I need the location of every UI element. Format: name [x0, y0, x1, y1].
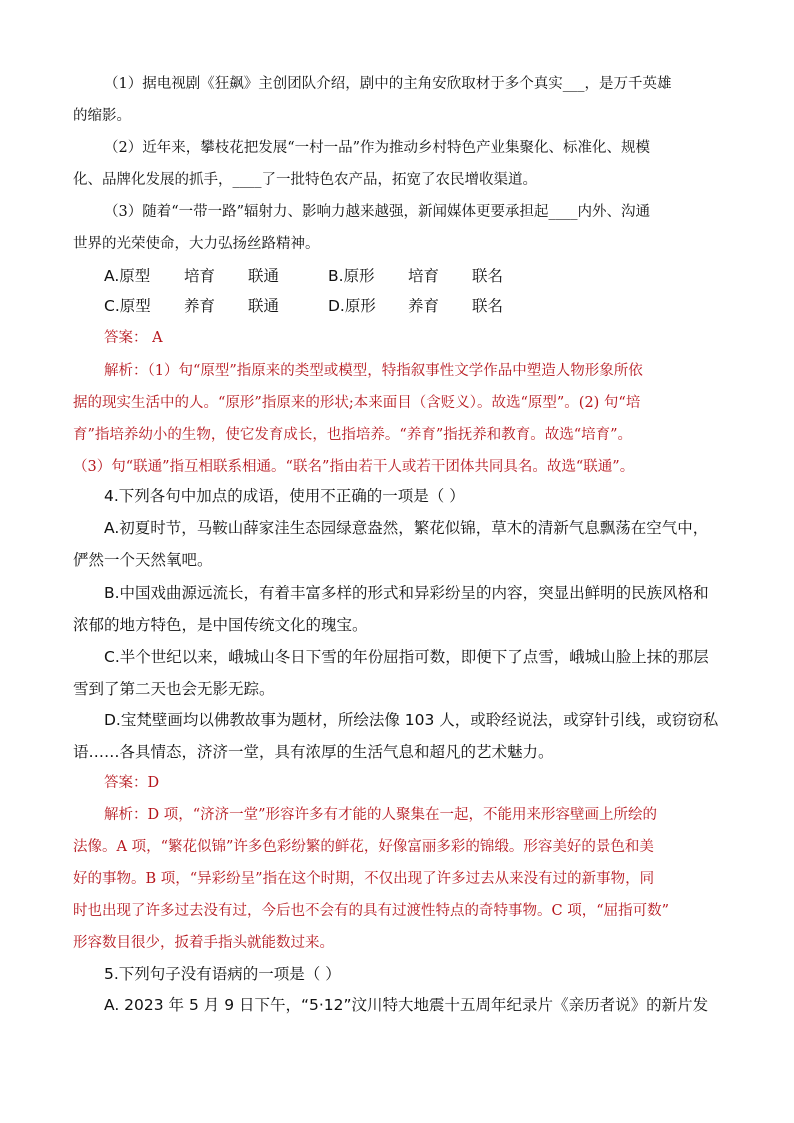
q3-option-a-word2: 培育: [184, 267, 216, 285]
q4-analysis-line3: 好的事物。B 项，“异彩纷呈”指在这个时期，不仅出现了许多过去从来没有过的新事物，同: [73, 871, 655, 887]
q4-option-b-line2: 浓郁的地方特色，是中国传统文化的瑰宝。: [73, 616, 368, 634]
q3-option-b-word3: 联名: [472, 267, 504, 285]
q4-analysis-line2: 法像。A 项，“繁花似锦”许多色彩纷繁的鲜花，好像富丽多彩的锦缎。形容美好的景色和美: [73, 839, 654, 855]
q5-stem: 5.下列句子没有语病的一项是（ ）: [104, 965, 341, 983]
q3-option-a: A.原型: [104, 267, 151, 285]
q3-item1-line1: （1）据电视剧《狂飙》主创团队介绍，剧中的主角安欣取材于多个真实___，是万千英雄: [104, 76, 672, 92]
q5-option-a: [73, 989, 728, 1021]
q3-analysis-line2: 据的现实生活中的人。“原形”指原来的形状;本来面目（含贬义）。故选“原型”。(2) 句“培: [73, 395, 641, 411]
q5-option-a-line1: A. 2023 年 5 月 9 日下午，“5·12”汶川特大地震十五周年纪录片《亲历者说》的新片发: [104, 996, 709, 1014]
q3-option-d: D.原形: [328, 297, 376, 315]
q4-option-d-line1: D.宝梵壁画均以佛教故事为题材，所绘法像 103 人，或聆经说法，或穿针引线，或窃窃私: [104, 711, 719, 729]
q3-item3-line2: 世界的光荣使命，大力弘扬丝路精神。: [73, 236, 320, 252]
q4-option-b-line1: B.中国戏曲源远流长，有着丰富多样的形式和异彩纷呈的内容，突显出鲜明的民族风格和: [104, 584, 709, 602]
q4-analysis: [73, 799, 728, 959]
q3-option-d-word3: 联名: [472, 297, 504, 315]
q4-option-c: [73, 641, 728, 705]
q4-analysis-line4: 时也出现了许多过去没有过，今后也不会有的具有过渡性特点的奇特事物。C 项，“屈指可数”: [73, 903, 670, 919]
q3-analysis-line1: 解析：（1）句“原型”指原来的类型或模型，特指叙事性文学作品中塑造人物形象所依: [104, 363, 643, 379]
q4-stem: 4.下列各句中加点的成语，使用不正确的一项是（ ）: [104, 487, 465, 505]
q4-option-a-line1: A.初夏时节，马鞍山薛家洼生态园绿意盎然，繁花似锦，草木的清新气息飘荡在空气中，: [104, 519, 709, 537]
q4-option-c-line1: C.半个世纪以来，峨城山冬日下雪的年份屈指可数，即便下了点雪，峨城山脸上抹的那层: [104, 648, 709, 666]
q4-option-b: [73, 577, 728, 641]
q3-analysis: [73, 355, 728, 483]
q3-option-b: B.原形: [328, 267, 375, 285]
q3-item2: [73, 132, 728, 196]
q4-option-d: [73, 704, 728, 768]
q3-option-b-word2: 培育: [408, 267, 440, 285]
q4-analysis-line5: 形容数目很少，扳着手指头就能数过来。: [73, 935, 334, 951]
q3-analysis-line3: 育”指培养幼小的生物，使它发育成长，也指培养。“养育”指抚养和教育。故选“培育”。: [73, 427, 633, 443]
q3-item2-line2: 化、品牌化发展的抓手，____了一批特色农产品，拓宽了农民增收渠道。: [73, 172, 537, 188]
q3-item1-line2: 的缩影。: [73, 108, 131, 124]
q4-option-a-line2: 俨然一个天然氧吧。: [73, 551, 213, 569]
q3-analysis-line4: （3）句“联通”指互相联系相通。“联名”指由若干人或若干团体共同具名。故选“联通”。: [73, 459, 635, 475]
q4-analysis-line1: 解析：D 项，“济济一堂”形容许多有才能的人聚集在一起，不能用来形容壁画上所绘的: [104, 807, 658, 823]
q3-option-c-word3: 联通: [248, 297, 280, 315]
q4-option-c-line2: 雪到了第二天也会无影无踪。: [73, 680, 275, 698]
q3-item3: [73, 196, 728, 260]
q3-answer: 答案： A: [104, 330, 163, 346]
q4-option-d-line2: 语……各具情态，济济一堂，具有浓厚的生活气息和超凡的艺术魅力。: [73, 743, 554, 761]
q3-option-c-word2: 养育: [184, 297, 216, 315]
q3-option-d-word2: 养育: [408, 297, 440, 315]
q3-item1: [73, 68, 728, 132]
q3-item2-line1: （2）近年来，攀枝花把发展“一村一品”作为推动乡村特色产业集聚化、标准化、规模: [104, 140, 651, 156]
q4-option-a: [73, 512, 728, 576]
q3-option-c: C.原型: [104, 297, 151, 315]
q3-item3-line1: （3）随着“一带一路”辐射力、影响力越来越强，新闻媒体更要承担起____内外、沟通: [104, 204, 651, 220]
q3-option-a-word3: 联通: [248, 267, 280, 285]
q4-answer: 答案：D: [104, 775, 160, 791]
